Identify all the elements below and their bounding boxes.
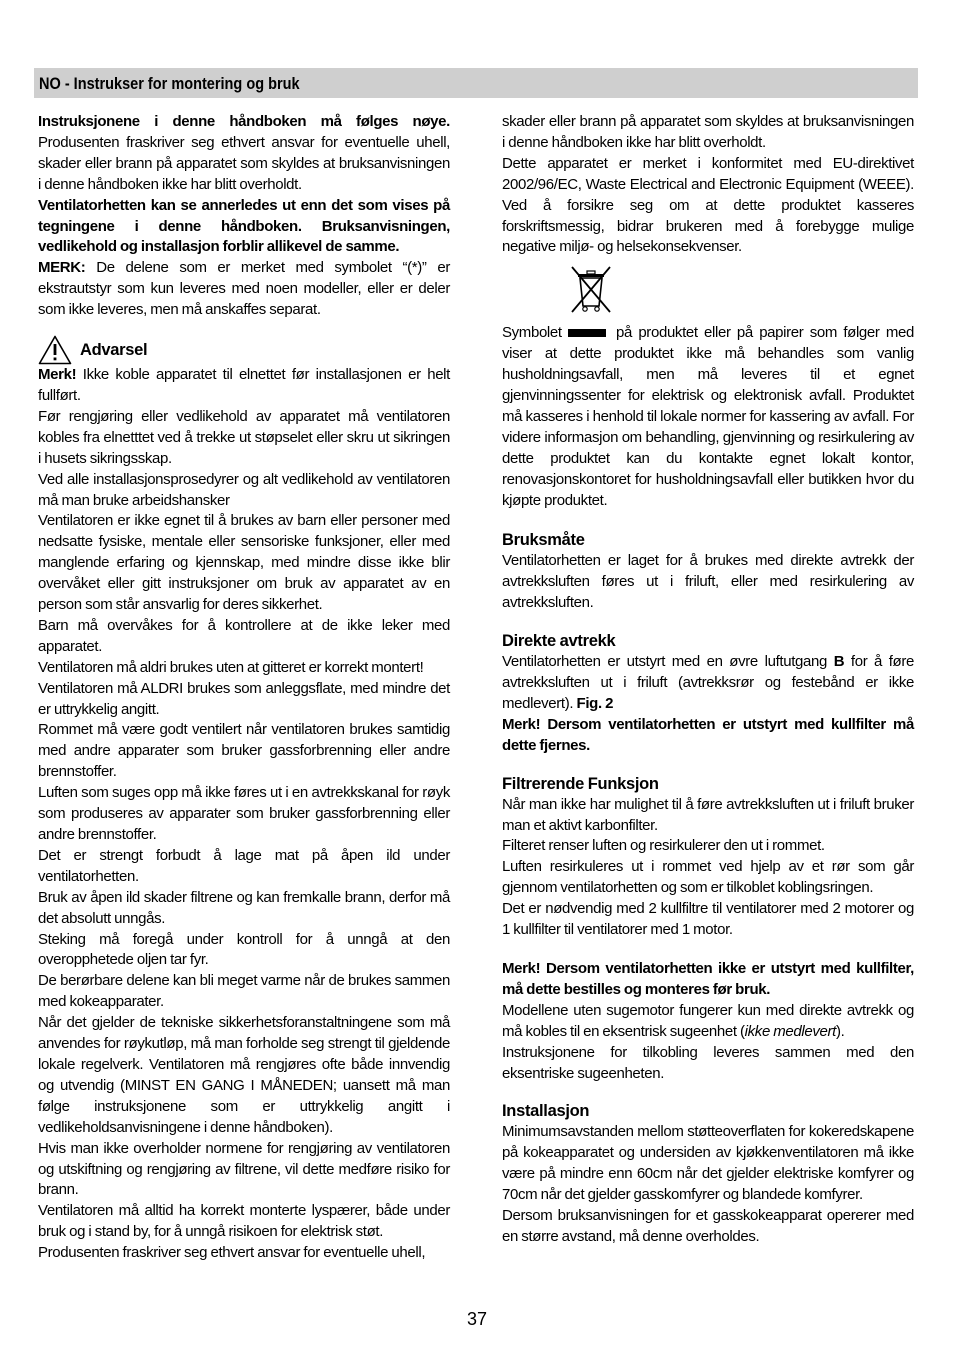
warning-paragraph: Før rengjøring eller vedlikehold av apparatet må ventilatoren kobles fra elnetttet ved å trekke ut støpselet eller skru ut sikringen i husets sikringsskap. [38, 407, 450, 467]
right-column [502, 112, 914, 1248]
filtrerende-title: Filtrerende Funksjon [502, 774, 659, 793]
warning-paragraph: Rommet må være godt ventilert når ventilatoren brukes samtidig med andre apparater som bruker gassforbrenning eller andre brennstoffer. [38, 721, 450, 781]
ventilator-bold-paragraph: Ventilatorhetten kan se annerledes ut enn det som vises på tegningene i denne håndboken. Bruksanvisningen, vedlikehold og installasjon forblir allikevel de samme. [38, 196, 450, 256]
warning-paragraph: Ventilatoren må alltid ha korrekt monterte lyspærer, både under bruk og i stand by, for å unngå risikoen for elektrisk støt. [38, 1202, 450, 1241]
warning-paragraph: Bruk av åpen ild skader filtrene og kan fremkalle brann, derfor må det absolutt unngås. [38, 888, 450, 927]
weee-paragraph: Dette apparatet er merket i konformitet med EU-direktivet 2002/96/EC, Waste Electrical and Electronic Equipment (WEEE). Ved å forsikre seg om at dette produktet kasseres forskriftsmessig, bidrar brukeren med å forebygge mulige negative miljø- og helsekonsekvenser. [502, 154, 914, 256]
warning-triangle-icon [38, 335, 72, 365]
merk-paragraph [38, 258, 450, 321]
warning-paragraph: Ventilatoren må ALDRI brukes som anleggsflate, med mindre det er uttrykkelig angitt. [38, 679, 450, 718]
warning-paragraph: Ventilatoren er ikke egnet til å brukes av barn eller personer med nedsatte fysiske, mentale eller sensoriske funksjoner, eller med manglende erfaring og kjennskap, med mindre disse ikke blir overvåket eller gitt instruksjoner om bruk av apparatet av en person som står ansvarlig for deres sikkerhet. [38, 512, 450, 614]
warning-paragraph: Det er strengt forbudt å lage mat på åpen ild under ventilatorhetten. [38, 846, 450, 885]
direkte-merk: Merk! Dersom ventilatorhetten er utstyrt med kullfilter må dette fjernes. [502, 715, 914, 754]
direkte-text-2: for å føre avtrekksluften ut i friluft (avtrekksrør og festebånd er ikke medlevert). [502, 653, 915, 712]
bruksmate-title: Bruksmåte [502, 531, 585, 550]
section-header [34, 68, 918, 98]
intro-text: Produsenten fraskriver seg ethvert ansvar for eventuelle uhell, skader eller brann på apparatet som skyldes at bruksanvisningen i denne håndboken ikke har blitt overholdt. [38, 133, 450, 193]
warning-paragraph: Luften som suges opp må ikke føres ut i en avtrekkskanal for røyk som produseres av apparater som bruker gassforbrenning eller andre brennstoffer. [38, 784, 450, 843]
instruksjonene-paragraph: Instruksjonene for tilkobling leveres sammen med den eksentriske sugeenheten. [502, 1043, 914, 1082]
direkte-text: Ventilatorhetten er utstyrt med en øvre luftutgang [502, 653, 834, 671]
installasjon-title: Installasjon [502, 1102, 590, 1121]
modellene-italic: ikke medlevert [744, 1022, 836, 1040]
direkte-paragraph [502, 652, 914, 715]
crossed-bin-icon [566, 264, 616, 316]
merk2-label: Merk! [38, 366, 77, 384]
warning-paragraph: Ventilatoren må aldri brukes uten at gitteret er korrekt montert! [38, 658, 424, 676]
warning-title: Advarsel [80, 341, 148, 360]
continuation-paragraph: skader eller brann på apparatet som skyldes at bruksanvisningen i denne håndboken ikke har blitt overholdt. [502, 113, 914, 151]
merk-text: De delene som er merket med symbolet “(*)” er ekstrautstyr som kun leveres med noen modeller, eller er deler som ikke leveres, men må anskaffes separat. [38, 259, 450, 319]
symbol-paragraph [502, 323, 914, 511]
merk-label: MERK: [38, 259, 86, 277]
warning-paragraph: Steking må foregå under kontroll for å unngå at den overopphetede oljen tar fyr. [38, 930, 450, 969]
warning-heading [38, 335, 450, 365]
warning-paragraph: Barn må overvåkes for å kontrollere at de ikke leker med apparatet. [38, 616, 450, 655]
warning-paragraph: De berørbare delene kan bli meget varme når de brukes sammen med kokeapparater. [38, 972, 450, 1011]
filtrerende-merk: Merk! Dersom ventilatorhetten ikke er utstyrt med kullfilter, må dette bestilles og monteres før bruk. [502, 960, 914, 998]
modellene-text-2: ). [835, 1022, 845, 1040]
warning-paragraph: Produsenten fraskriver seg ethvert ansvar for eventuelle uhell, [38, 1244, 426, 1262]
modellene-paragraph [502, 1001, 914, 1043]
symbol-label: Symbolet [502, 324, 562, 342]
filtrerende-paragraph: Når man ikke har mulighet til å føre avtrekksluften ut i friluft bruker man et aktivt karbonfilter. [502, 795, 914, 834]
merk2-paragraph [38, 365, 450, 407]
filtrerende-paragraph: Det er nødvendig med 2 kullfiltre til ventilatorer med 2 motorer og 1 kullfilter til ventilatorer med 1 motor. [502, 900, 914, 939]
page-number: 37 [466, 1309, 488, 1329]
direkte-b-label: B [833, 653, 845, 671]
left-column [38, 112, 450, 1264]
filtrerende-paragraph: Luften resirkuleres ut i rommet ved hjelp av et rør som går gjennom ventilatorhetten og som er tilkoblet koblingsringen. [502, 858, 914, 897]
warning-paragraph: Ved alle installasjonsprosedyrer og alt vedlikehold av ventilatoren må man bruke arbeidshansker [38, 470, 450, 509]
installasjon-paragraph: Dersom bruksanvisningen for et gasskokeapparat opererer med en større avstand, må denne overholdes. [502, 1207, 914, 1245]
merk2-text: Ikke koble apparatet til elnettet før installasjonen er helt fullført. [38, 366, 450, 404]
warning-paragraph: Når det gjelder de tekniske sikkerhetsforanstaltningene som må anvendes for røykutløp, må man forholde seg strengt til gjeldende lokale regelverk. Ventilatoren må rengjøres ofte både innvendig og utvendig (MINST EN GANG I MÅNEDEN; uansett må man følge instruksjonene som er uttrykkelig angitt i vedlikeholdsanvisningene i denne håndboken). [38, 1014, 450, 1136]
installasjon-paragraph: Minimumsavstanden mellom støtteoverflaten for kokeredskapene på kokeapparatet og undersiden av kjøkkenventilatoren må ikke være på mindre enn 60cm når det gjelder elektriske komfyrer og 70cm når det gjelder gasskomfyrer og blandede komfyrer. [502, 1123, 914, 1204]
intro-bold: Instruksjonene i denne håndboken må følges nøye. [38, 113, 450, 130]
figure-reference: Fig. 2 [576, 694, 614, 712]
intro-paragraph [38, 112, 450, 196]
direkte-title: Direkte avtrekk [502, 632, 616, 651]
bruksmate-paragraph: Ventilatorhetten er laget for å brukes med direkte avtrekk der avtrekksluften føres ut i friluft, eller med resirkulering av avtrekksluften. [502, 552, 914, 612]
filtrerende-paragraph: Filteret renser luften og resirkulerer den ut i rommet. [502, 837, 825, 855]
symbol-text: på produktet eller på papirer som følger med viser at dette produktet ikke må behandles som vanlig husholdningsavfall, men må leveres til et egnet gjenvinningssenter for elektrisk og elektronisk avfall. Produktet må kasseres i henhold til lokale normer for kassering av avfall. For videre informasjon om behandling, gjenvinning og resirkulering av dette produktet kan du kontakte egnet lokalt kontor, renovasjonskontoret for husholdningsavfall eller butikken hvor du kjøpte produktet. [502, 324, 914, 509]
section-title: NO - Instrukser for montering og bruk [39, 75, 300, 93]
black-bar-symbol-icon [568, 329, 606, 337]
modellene-text: Modellene uten sugemotor fungerer kun med direkte avtrekk og må kobles til en eksentrisk sugeenhet ( [502, 1001, 914, 1040]
warning-paragraph: Hvis man ikke overholder normene for rengjøring av ventilatoren og utskiftning og rengjøring av filtrene, vil dette medføre risiko for brann. [38, 1139, 450, 1199]
